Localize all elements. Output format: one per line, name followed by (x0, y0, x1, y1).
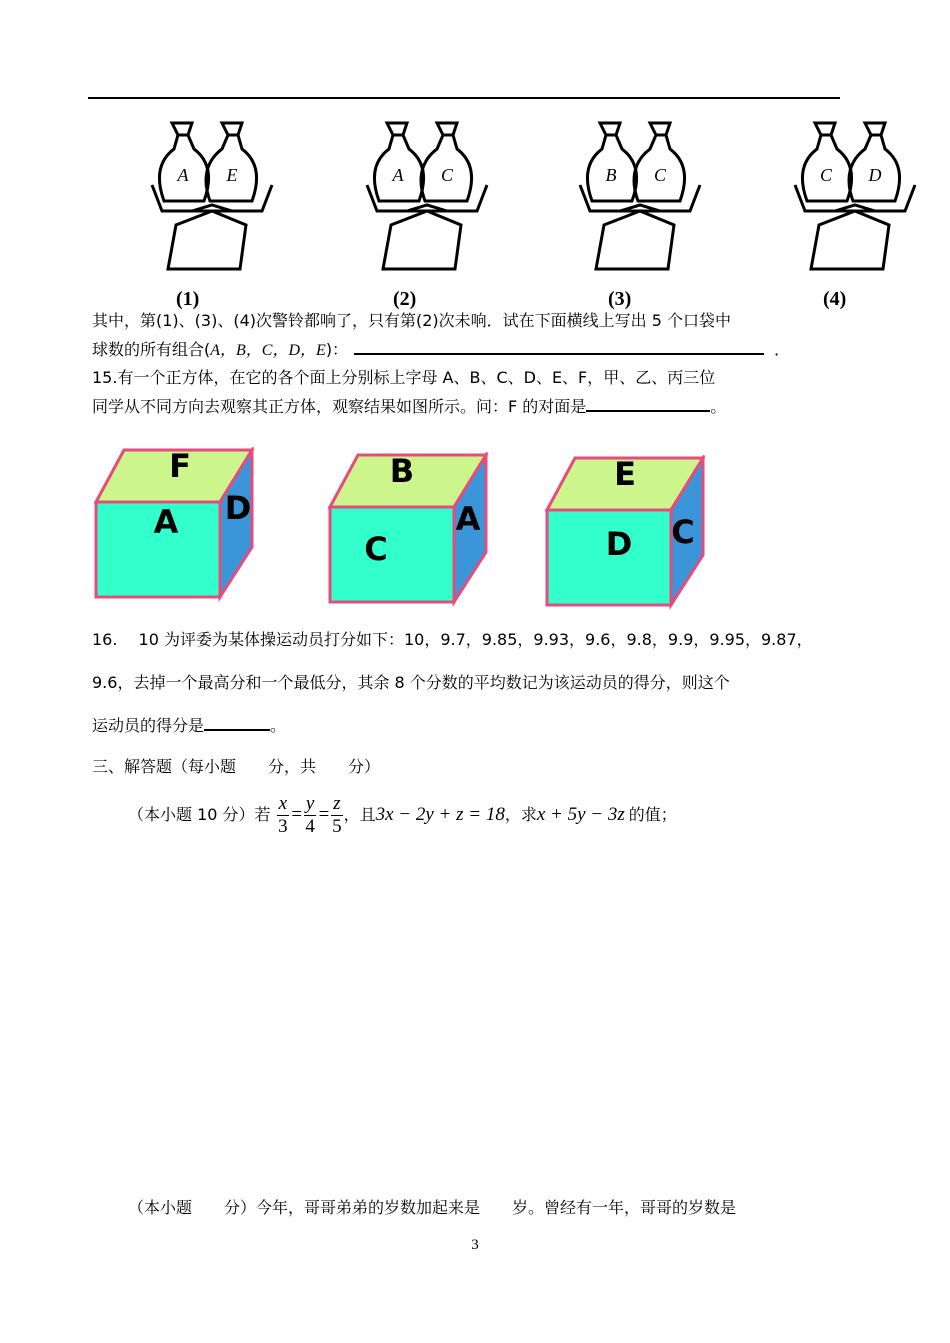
scale-bag-right-label: C (653, 165, 667, 185)
scale-bag-right-label: C (440, 165, 454, 185)
q16-line3: 运动员的得分是 。 (92, 716, 287, 735)
scale-label-2: (2) (393, 288, 417, 310)
q14-line1: 其中，第(1)、(3)、(4)次警铃都响了，只有第(2)次未响．试在下面横线上写出 5 个口袋中 (92, 311, 732, 330)
cube-side-face-label: D (224, 489, 252, 527)
cube-side-face-label: C (671, 513, 695, 551)
q17-statement: （本小题 10 分）若 $\frac{x}{3}$ = $\frac{y}{4}$ = $\frac{z}{5}$ ，且3x − 2y + z = 18，求x + 5y − 3z 的值； (128, 793, 677, 837)
scale-bag-left-label: C (819, 165, 833, 185)
scale-bag-right-label: D (868, 165, 882, 185)
q17-condition: 3x − 2y + z = 18 (375, 804, 505, 825)
section-3-heading: 三、解答题（每小题 分，共 分） (92, 757, 381, 776)
cube-view-1 (94, 447, 259, 611)
scale-label-3: (3) (608, 288, 632, 310)
q18-line1: （本小题 分）今年，哥哥弟弟的岁数加起来是 岁。曾经有一年，哥哥的岁数是 (128, 1198, 737, 1217)
q16-line1: 16. 10 为评委为某体操运动员打分如下：10，9.7，9.85，9.93，9.6，9.8，9.9，9.95，9.87， (92, 630, 813, 649)
cube-front-face-label: C (364, 530, 388, 568)
scale-figure-3 (578, 115, 708, 275)
cube-front-face-label: D (605, 525, 633, 563)
header-rule (88, 97, 840, 99)
q15-answer-blank[interactable] (586, 396, 710, 412)
scale-bag-left-label: B (605, 165, 617, 185)
q17-target: x + 5y − 3z (536, 804, 625, 825)
scale-bag-left-label: A (177, 165, 189, 185)
cube-view-3 (545, 455, 710, 619)
q14-line2: 球数的所有组合(A，B，C，D，E)： ． (92, 340, 791, 359)
cube-top-face-label: F (169, 447, 191, 485)
q16-line2: 9.6，去掉一个最高分和一个最低分，其余 8 个分数的平均数记为该运动员的得分，则这个 (92, 673, 730, 692)
cube-view-2 (328, 452, 493, 616)
cube-top-face-label: E (614, 455, 636, 493)
q16-answer-blank[interactable] (204, 715, 270, 731)
scale-bag-left-label: A (392, 165, 404, 185)
scale-figure-1 (150, 115, 280, 275)
scale-figure-2 (365, 115, 495, 275)
scale-figure-4 (793, 115, 923, 275)
scale-bag-right-label: E (226, 165, 238, 185)
q15-line1: 15.有一个正方体，在它的各个面上分别标上字母 A、B、C、D、E、F，甲、乙、丙三位 (92, 368, 716, 387)
q14-answer-blank[interactable] (354, 339, 764, 355)
fraction-x-3: $\frac{x}{3}$ (278, 793, 288, 837)
q15-line2: 同学从不同方向去观察其正方体，观察结果如图所示。问：F 的对面是 。 (92, 397, 727, 416)
cube-side-face-label: A (455, 500, 481, 538)
fraction-z-5: $\frac{z}{5}$ (332, 793, 342, 837)
cube-top-face-label: B (389, 452, 415, 490)
page-number: 3 (471, 1237, 479, 1253)
cube-front-face-label: A (153, 503, 179, 541)
scale-label-4: (4) (823, 288, 847, 310)
fraction-y-4: $\frac{y}{4}$ (305, 793, 315, 837)
scale-label-1: (1) (176, 288, 200, 310)
